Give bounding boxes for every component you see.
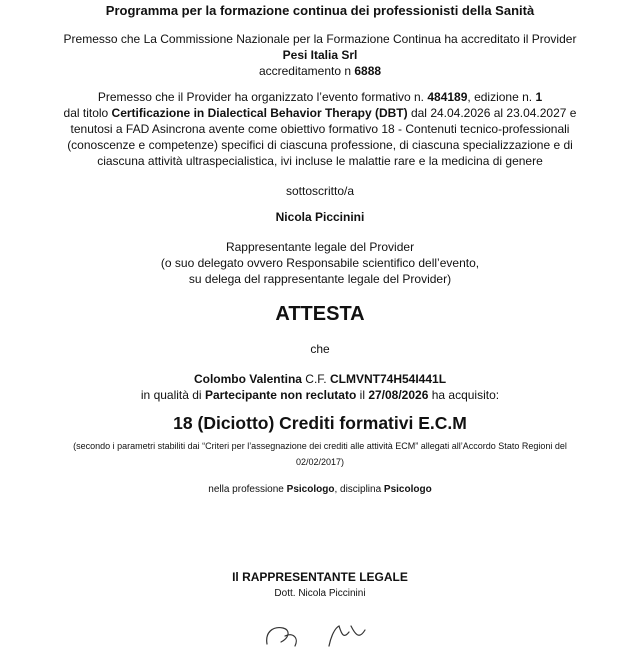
objective-line-3: ciascuna attività ultraspecialistica, ivi incluse le malattie rare e la medicina di genere [97,154,543,168]
profession-pre: nella professione [208,484,287,495]
credits-title: 18 (Diciotto) Crediti formativi E.C.M [173,413,467,433]
discipline-pre: , disciplina [334,484,384,495]
accreditation-line [0,64,640,79]
participant-line [0,372,640,387]
accreditation-label: accreditamento n [258,64,355,78]
credits-note-1: (secondo i parametri stabiliti dai “Criteri per l’assegnazione dei crediti alle attività ECM” allegati all’Accordo Stato Regioni del [73,441,567,451]
event-line-pre: Premesso che il Provider ha organizzato l’evento formativo n. [97,90,428,104]
signature-image [255,618,375,648]
edition-number: 1 [535,90,543,104]
attesta-title: ATTESTA [275,303,365,325]
qualification-pre: in qualità di [140,388,205,402]
date-to-pre: al [490,106,507,120]
date-to: 23.04.2027 [506,106,567,120]
course-title: Certificazione in Dialectical Behavior Therapy (DBT) [111,106,408,120]
date-from: 24.04.2026 [430,106,491,120]
signatory-role-1: Rappresentante legale del Provider [225,240,415,254]
participant-name: Colombo Valentina [193,372,302,386]
fiscal-code: CLMVNT74H54I441L [329,372,447,386]
profession-value: Psicologo [286,484,335,495]
date-from-pre: dal [407,106,431,120]
cf-label: C.F. [301,372,330,386]
event-line [0,90,640,105]
signatory-label: sottoscritto/a [285,184,355,198]
signatory-name: Nicola Piccinini [275,210,365,224]
event-line-mid: , edizione n. [467,90,536,104]
provider-name: Pesi Italia Srl [282,48,358,62]
che-label: che [310,342,330,356]
credits-note-2: 02/02/2017) [295,457,345,467]
legal-rep-name: Dott. Nicola Piccinini [274,588,366,599]
course-title-pre: dal titolo [63,106,112,120]
completion-date: 27/08/2026 [368,388,429,402]
qualification-mid: il [356,388,369,402]
signatory-role-3: su delega del rappresentante legale del Provider) [188,272,452,286]
objective-line-1: tenutosi a FAD Asincrona avente come obiettivo formativo 18 - Contenuti tecnico-professionali [70,122,570,136]
accreditation-number: 6888 [354,64,382,78]
signature-stroke [267,626,365,646]
event-number: 484189 [427,90,468,104]
program-title: Programma per la formazione continua dei professionisti della Sanità [105,3,535,18]
discipline-value: Psicologo [383,484,432,495]
profession-line [0,484,640,496]
qualification-line [0,388,640,403]
participant-role: Partecipante non reclutato [204,388,357,402]
course-title-line [0,106,640,121]
objective-line-2: (conoscenze e competenze) specifici di ciascuna professione, di ciascuna specializzazione e di [67,138,573,152]
premessa-provider-line: Premesso che La Commissione Nazionale per la Formazione Continua ha accreditato il Provider [63,32,577,46]
course-title-post: e [566,106,577,120]
signatory-role-2: (o suo delegato ovvero Responsabile scientifico dell’evento, [160,256,480,270]
qualification-post: ha acquisito: [428,388,500,402]
legal-rep-title: Il RAPPRESENTANTE LEGALE [232,570,408,584]
